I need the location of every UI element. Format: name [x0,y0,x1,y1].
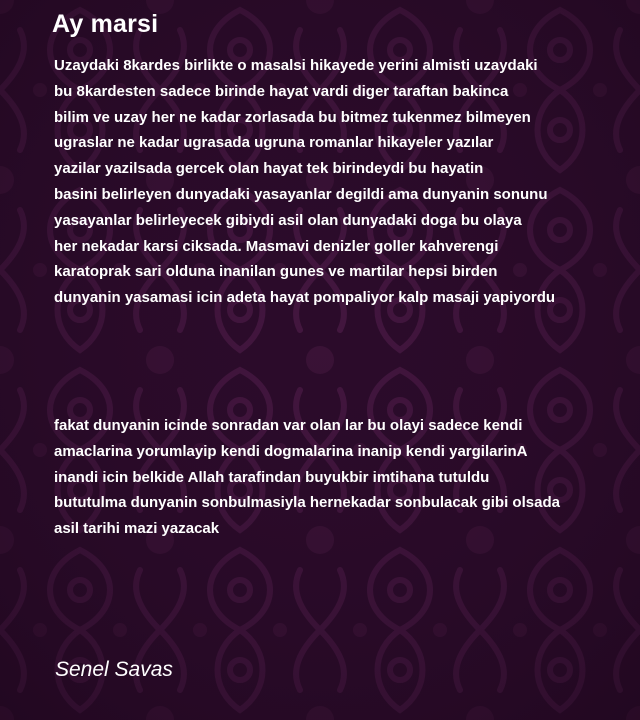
poem-line: asil tarihi mazi yazacak [54,520,220,538]
poem-line: amaclarina yorumlayip kendi dogmalarina inanip kendi yargilarinA [54,442,528,460]
poem-line: fakat dunyanin icinde sonradan var olan lar bu olayi sadece kendi [54,417,523,434]
poem-line: yazilar yazilsada gercek olan hayat tek birindeydi bu hayatin [54,160,484,178]
poem-stanza-1 [54,53,634,311]
poem-line: yasayanlar belirleyecek gibiydi asil olan dunyadaki doga bu olaya [54,211,522,229]
poem-line: bututulma dunyanin sonbulmasiyla hernekadar sonbulacak gibi olsada [54,494,560,512]
poem-line: bilim ve uzay her ne kadar zorlasada bu bitmez tukenmez bilmeyen [54,108,531,126]
poem-line: Uzaydaki 8kardes birlikte o masalsi hikayede yerini almisti uzaydaki [54,57,538,74]
poem-stanza-2 [54,413,634,542]
poem-line: ugraslar ne kadar ugrasada ugruna romanlar hikayeler yazılar [54,134,494,152]
poem-author: Senel Savas [55,658,173,681]
poem-line: inandi icin belkide Allah tarafindan buyukbir imtihana tutuldu [54,468,490,486]
poem-line: karatoprak sari olduna inanilan gunes ve martilar hepsi birden [54,263,498,281]
poem-line: dunyanin yasamasi icin adeta hayat pompaliyor kalp masaji yapiyordu [54,289,556,307]
poem-line: her nekadar karsi ciksada. Masmavi denizler goller kahverengi [54,237,499,255]
poem-title: Ay marsi [52,10,159,38]
poem-line: basini belirleyen dunyadaki yasayanlar degildi ama dunyanin sonunu [54,185,548,203]
poem-line: bu 8kardesten sadece birinde hayat vardi diger taraftan bakinca [54,82,509,100]
